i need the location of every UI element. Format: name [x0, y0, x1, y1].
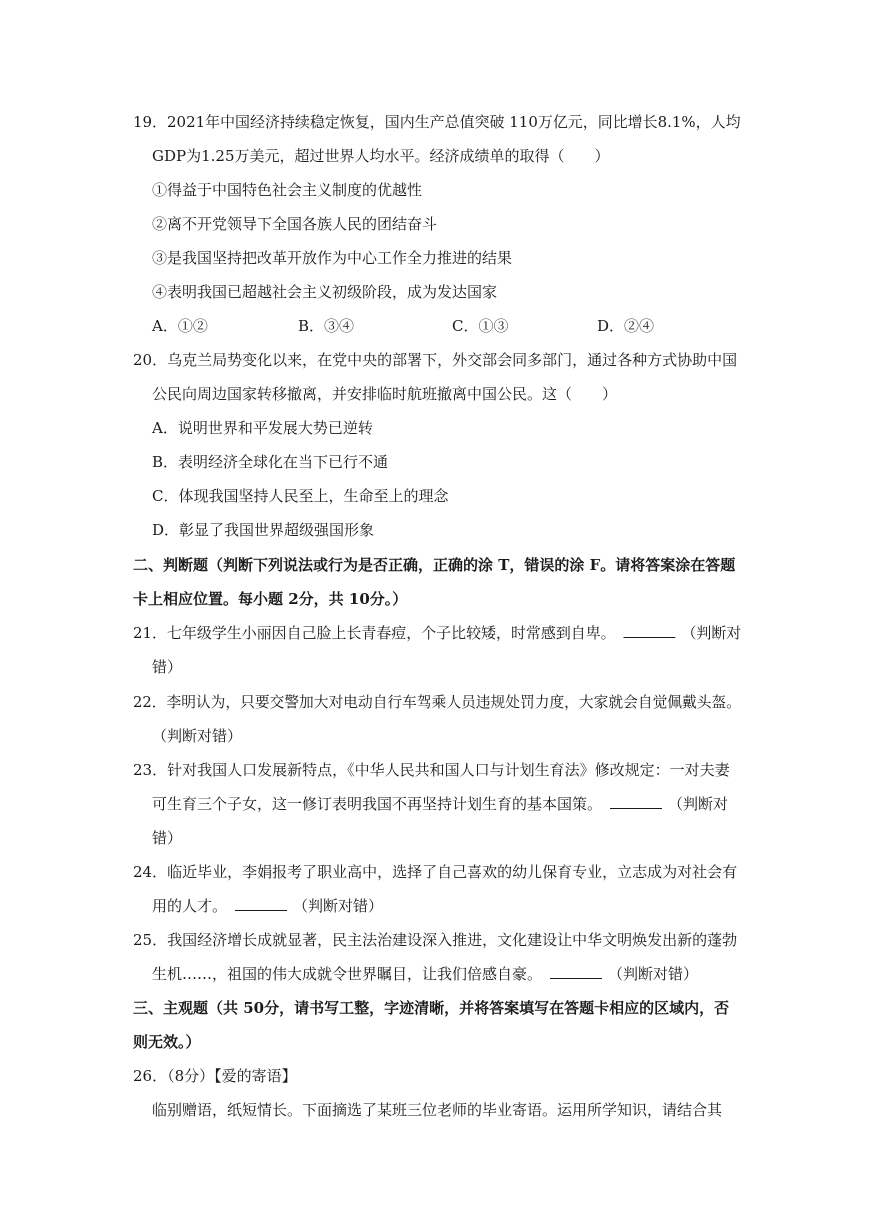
q21-judge-label: （判断对 [681, 624, 742, 642]
q19-option-d: D．②④ [597, 317, 655, 335]
q23-line-2 [152, 794, 728, 814]
q20-option-b: B．表明经济全球化在当下已行不通 [152, 453, 389, 471]
q25-text: 生机……，祖国的伟大成就令世界瞩目，让我们倍感自豪。 [152, 965, 543, 983]
q19-option-a: A．①② [152, 317, 208, 335]
q20-option-d: D．彰显了我国世界超级强国形象 [152, 521, 375, 539]
q19-option-b: B．③④ [298, 317, 355, 335]
q19-statement-3: ③是我国坚持把改革开放作为中心工作全力推进的结果 [152, 249, 513, 267]
q23-answer-blank[interactable] [610, 794, 662, 809]
q20-line-2: 公民向周边国家转移撤离，并安排临时航班撤离中国公民。这（ ） [152, 385, 618, 403]
q25-answer-blank[interactable] [550, 964, 602, 979]
q20-option-c: C．体现我国坚持人民至上，生命至上的理念 [152, 487, 449, 505]
section-2-heading-line-2: 卡上相应位置。每小题 2分，共 10分。） [133, 590, 408, 608]
section-2-heading-line-1: 二、判断题（判断下列说法或行为是否正确，正确的涂 T，错误的涂 F。请将答案涂在答题 [133, 556, 736, 574]
q24-line-1: 24．临近毕业，李娟报考了职业高中，选择了自己喜欢的幼儿保育专业，立志成为对社会有 [133, 863, 738, 881]
q19-statement-1: ①得益于中国特色社会主义制度的优越性 [152, 181, 423, 199]
q24-answer-blank[interactable] [235, 896, 287, 911]
q19-statement-4: ④表明我国已超越社会主义初级阶段，成为发达国家 [152, 283, 498, 301]
q23-line-3: 错） [152, 829, 183, 847]
section-3-heading-line-2: 则无效。） [133, 1033, 201, 1051]
q23-judge-label: （判断对 [668, 795, 729, 813]
q21-line-1 [133, 623, 741, 643]
q23-text: 可生育三个子女，这一修订表明我国不再坚持计划生育的基本国策。 [152, 795, 603, 813]
q23-line-1: 23．针对我国人口发展新特点，《中华人民共和国人口与计划生育法》修改规定：一对夫妻 [133, 761, 730, 779]
q26-line-1: 26．（8分）【爱的寄语】 [133, 1067, 297, 1085]
q19-statement-2: ②离不开党领导下全国各族人民的团结奋斗 [152, 215, 438, 233]
q21-text: 21．七年级学生小丽因自己脸上长青春痘，个子比较矮，时常感到自卑。 [133, 624, 616, 642]
q24-judge-label: （判断对错） [293, 897, 384, 915]
q20-line-1: 20．乌克兰局势变化以来，在党中央的部署下，外交部会同多部门，通过各种方式协助中国 [133, 351, 738, 369]
q20-option-a: A．说明世界和平发展大势已逆转 [152, 419, 373, 437]
q24-text: 用的人才。 [152, 897, 228, 915]
q21-line-2: 错） [152, 658, 183, 676]
q19-option-c: C．①③ [452, 317, 509, 335]
q19-line-1: 19．2021年中国经济持续稳定恢复，国内生产总值突破 110万亿元，同比增长8.1%，人均 [133, 113, 741, 131]
q22-line-1: 22．李明认为，只要交警加大对电动自行车驾乘人员违规处罚力度，大家就会自觉佩戴头盔。 [133, 693, 741, 711]
q26-line-2: 临别赠语，纸短情长。下面摘选了某班三位老师的毕业寄语。运用所学知识，请结合其 [152, 1101, 723, 1119]
q25-line-1: 25．我国经济增长成就显著，民主法治建设深入推进，文化建设让中华文明焕发出新的蓬勃 [133, 931, 738, 949]
q22-line-2: （判断对错） [152, 727, 243, 745]
q25-line-2 [152, 964, 698, 984]
q21-answer-blank[interactable] [624, 623, 676, 638]
q24-line-2 [152, 896, 383, 916]
q19-line-2: GDP为1.25万美元，超过世界人均水平。经济成绩单的取得（ ） [152, 147, 610, 165]
q25-judge-label: （判断对错） [608, 965, 699, 983]
section-3-heading-line-1: 三、主观题（共 50分，请书写工整，字迹清晰，并将答案填写在答题卡相应的区域内，否 [133, 999, 730, 1017]
